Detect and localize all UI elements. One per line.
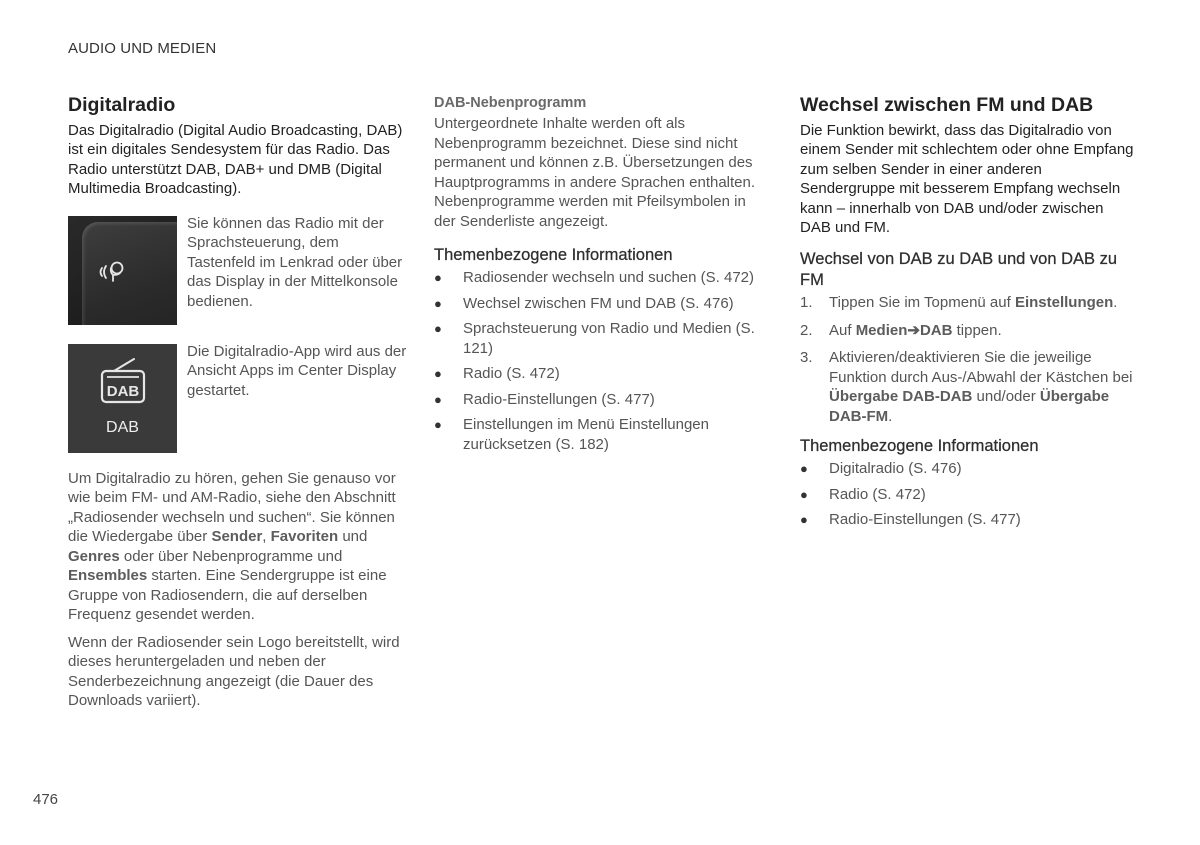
related-info-title: Themenbezogene Informationen — [800, 437, 1039, 456]
text: tippen. — [952, 321, 1002, 339]
text: und/oder — [972, 388, 1040, 406]
image-row-dab-app — [68, 344, 408, 453]
ui-label-ensembles: Ensembles — [68, 567, 148, 585]
dab-app-image — [68, 344, 177, 453]
bullet-icon: ● — [434, 417, 442, 432]
related-link[interactable]: Sprachsteuerung von Radio und Medien (S. 121) — [463, 320, 755, 357]
column-nebenprogramm — [434, 94, 769, 460]
body-paragraph-2: Wenn der Radiosender sein Logo bereitstellt, wird dieses heruntergeladen und neben der Senderbezeichnung angezeigt (die Dauer des Downloads variiert). — [68, 633, 400, 710]
related-link[interactable]: Radiosender wechseln und suchen (S. 472) — [463, 269, 755, 286]
steps-list — [800, 293, 1135, 426]
related-info-list — [800, 459, 1135, 530]
ui-label-genres: Genres — [68, 547, 120, 565]
ui-label-favoriten: Favoriten — [270, 528, 339, 546]
intro-paragraph: Das Digitalradio (Digital Audio Broadcasting, DAB) ist ein digitales Sendesystem für das Radio. Das Radio unterstützt DAB, DAB+ und DMB (Digital Multimedia Broadcasting). — [68, 122, 403, 198]
dab-app-caption: Die Digitalradio-App wird aus der Ansicht Apps im Center Display gestartet. — [187, 342, 407, 399]
arrow-right-icon: ➔ — [907, 321, 920, 339]
text: Tippen Sie im Topmenü auf — [829, 294, 1015, 312]
step-item — [800, 321, 1135, 341]
bullet-icon: ● — [800, 512, 808, 528]
radio-icon — [98, 355, 148, 405]
step-number: 1. — [800, 294, 813, 312]
list-item — [434, 268, 769, 288]
ui-label-uebergabe-dab-dab: Übergabe DAB-DAB — [829, 388, 973, 406]
nebenprogramm-paragraph: Untergeordnete Inhalte werden oft als Nebenprogramm bezeichnet. Diese sind nicht permanent und können z.B. Übersetzungen des Hauptprogramms in andere Sprachen enthalten. Nebenprogramme werden mit Pfeilsymbolen in der Senderliste angezeigt. — [434, 115, 756, 230]
bullet-icon: ● — [800, 486, 808, 502]
ui-label-medien: Medien — [855, 321, 908, 339]
related-info-list — [434, 268, 769, 454]
dab-app-label: DAB — [106, 418, 139, 436]
bullet-icon: ● — [434, 366, 442, 381]
page-number: 476 — [33, 791, 59, 808]
related-link[interactable]: Radio-Einstellungen (S. 477) — [829, 511, 1021, 529]
related-link[interactable]: Radio (S. 472) — [463, 365, 560, 382]
list-item — [434, 415, 769, 454]
body-paragraph-1 — [68, 469, 408, 625]
list-item — [434, 294, 769, 314]
bullet-icon: ● — [434, 295, 442, 311]
list-item — [800, 459, 1135, 479]
text: Um Digitalradio zu hören, gehen Sie genauso vor wie beim FM- und AM-Radio, siehe den Abschnitt „Radiosender wechseln und suchen“. Sie können die Wiedergabe über — [68, 469, 396, 546]
fm-dab-intro: Die Funktion bewirkt, dass das Digitalradio von einem Sender mit schlechtem oder ohne Empfang zum selben Sender in einer anderen Sendergruppe mit besserem Empfang wechseln kann – innerhalb von DAB und/oder zwischen DAB und FM. — [800, 122, 1134, 237]
text: Aktivieren/deaktivieren Sie die jeweilige Funktion durch Aus-/Abwahl der Kästchen bei — [829, 349, 1133, 386]
related-link[interactable]: Radio (S. 472) — [829, 485, 926, 503]
list-item — [434, 390, 769, 410]
step-item — [800, 293, 1135, 313]
bullet-icon: ● — [434, 391, 442, 407]
text: Auf — [829, 321, 856, 339]
list-item — [434, 319, 769, 358]
step-number: 2. — [800, 321, 813, 339]
bullet-icon: ● — [434, 270, 442, 285]
step-number: 3. — [800, 349, 813, 367]
bullet-icon: ● — [800, 461, 808, 477]
ui-label-dab: DAB — [919, 321, 953, 339]
text: , — [262, 528, 271, 546]
related-info-title: Themenbezogene Informationen — [434, 246, 673, 264]
text: oder über Nebenprogramme und — [119, 547, 343, 565]
column-fm-dab — [800, 94, 1135, 536]
list-item — [434, 364, 769, 384]
list-item — [800, 485, 1135, 505]
voice-control-image — [68, 216, 177, 325]
text: und — [338, 528, 368, 546]
voice-control-icon — [96, 258, 130, 286]
column-digitalradio — [68, 94, 408, 711]
subtitle-dab-nebenprogramm: DAB-Nebenprogramm — [434, 95, 587, 111]
step-item — [800, 348, 1135, 426]
ui-label-einstellungen: Einstellungen — [1014, 294, 1114, 312]
related-link[interactable]: Wechsel zwischen FM und DAB (S. 476) — [463, 294, 734, 312]
text: . — [888, 407, 893, 425]
ui-label-uebergabe-dab-fm: Übergabe DAB-FM — [829, 388, 1110, 425]
text: . — [1113, 294, 1118, 312]
related-link[interactable]: Radio-Einstellungen (S. 477) — [463, 390, 655, 408]
ui-label-sender: Sender — [211, 528, 263, 546]
radio-icon-text: DAB — [106, 382, 140, 400]
image-row-voice-control — [68, 216, 408, 325]
subsection-title-dab-to-dab: Wechsel von DAB zu DAB und von DAB zu FM — [800, 250, 1118, 290]
section-title-digitalradio: Digitalradio — [68, 94, 176, 116]
text: starten. Eine Sendergruppe ist eine Gruppe von Radiosendern, die auf derselben Frequenz gesendet werden. — [68, 567, 387, 624]
related-link[interactable]: Einstellungen im Menü Einstellungen zurücksetzen (S. 182) — [463, 416, 709, 453]
section-title-fm-dab: Wechsel zwischen FM und DAB — [800, 94, 1094, 116]
list-item — [800, 510, 1135, 530]
page-header: AUDIO UND MEDIEN — [68, 40, 217, 57]
voice-control-caption: Sie können das Radio mit der Sprachsteuerung, dem Tastenfeld im Lenkrad oder über das Display in der Mittelkonsole bedienen. — [187, 214, 403, 310]
related-link[interactable]: Digitalradio (S. 476) — [829, 460, 962, 478]
bullet-icon: ● — [434, 321, 442, 336]
